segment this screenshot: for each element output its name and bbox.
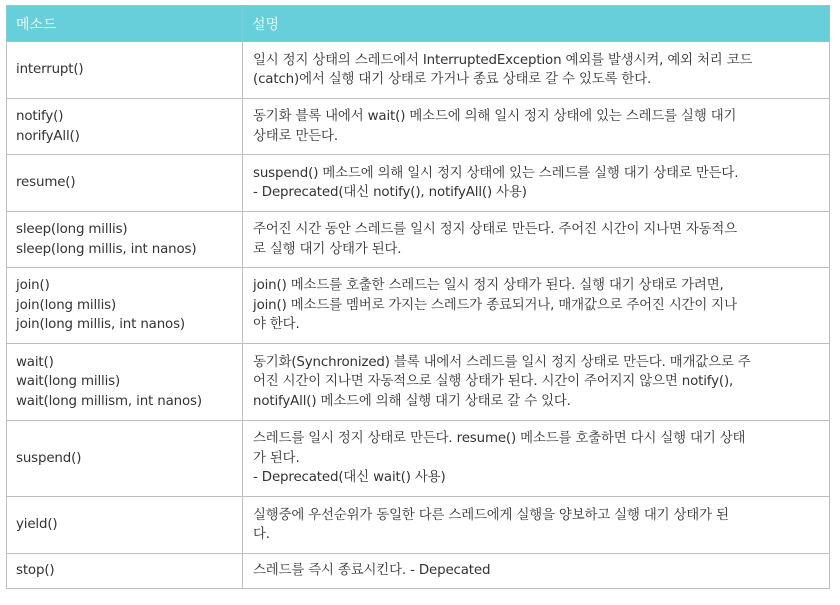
description-cell: suspend() 메소드에 의해 일시 정지 상태에 있는 스레드를 실행 대기 상태로 만든다. - Deprecated(대신 notify(), notifyAll() 사용) [243, 155, 830, 212]
method-cell: yield() [7, 497, 243, 554]
table-row [7, 42, 830, 99]
table-row [7, 421, 830, 497]
method-cell: join() join(long millis) join(long millis, int nanos) [7, 268, 243, 344]
table-row [7, 268, 830, 344]
method-table-container [6, 5, 829, 589]
description-cell: 일시 정지 상태의 스레드에서 InterruptedException 예외를 발생시켜, 예외 처리 코드 (catch)에서 실행 대기 상태로 가거나 종료 상태로 갈 수 있도록 한다. [243, 42, 830, 99]
thread-method-table [6, 5, 830, 589]
table-header-row [7, 6, 830, 42]
table-row [7, 554, 830, 589]
table-row [7, 155, 830, 212]
description-cell: 동기화 블록 내에서 wait() 메소드에 의해 일시 정지 상태에 있는 스레드를 실행 대기 상태로 만든다. [243, 99, 830, 155]
method-cell: notify() norifyAll() [7, 99, 243, 155]
description-cell: 동기화(Synchronized) 블록 내에서 스레드를 일시 정지 상태로 만든다. 매개값으로 주 어진 시간이 지나면 자동적으로 실행 상태가 된다. 시간이 주어지지 않으면 notify(), notifyAll() 메소드에 의해 실행 대기 상태로 갈 수 있다. [243, 344, 830, 421]
description-cell: 스레드를 즉시 종료시킨다. - Depecated [243, 554, 830, 589]
method-cell: sleep(long millis) sleep(long millis, int nanos) [7, 212, 243, 268]
description-cell: 실행중에 우선순위가 동일한 다른 스레드에게 실행을 양보하고 실행 대기 상태가 된 다. [243, 497, 830, 554]
method-cell: wait() wait(long millis) wait(long millism, int nanos) [7, 344, 243, 421]
description-cell: 주어진 시간 동안 스레드를 일시 정지 상태로 만든다. 주어진 시간이 지나면 자동적으 로 실행 대기 상태가 된다. [243, 212, 830, 268]
table-row [7, 344, 830, 421]
method-cell: interrupt() [7, 42, 243, 99]
method-cell: resume() [7, 155, 243, 212]
method-cell: suspend() [7, 421, 243, 497]
description-cell: 스레드를 일시 정지 상태로 만든다. resume() 메소드를 호출하면 다시 실행 대기 상태 가 된다. - Deprecated(대신 wait() 사용) [243, 421, 830, 497]
description-cell: join() 메소드를 호출한 스레드는 일시 정지 상태가 된다. 실행 대기 상태로 가려면, join() 메소드를 멤버로 가지는 스레드가 종료되거나, 매개값으로 주어진 시간이 지나 야 한다. [243, 268, 830, 344]
table-row [7, 497, 830, 554]
table-row [7, 212, 830, 268]
method-cell: stop() [7, 554, 243, 589]
header-description: 설명 [243, 6, 830, 42]
header-method: 메소드 [7, 6, 243, 42]
table-row [7, 99, 830, 155]
